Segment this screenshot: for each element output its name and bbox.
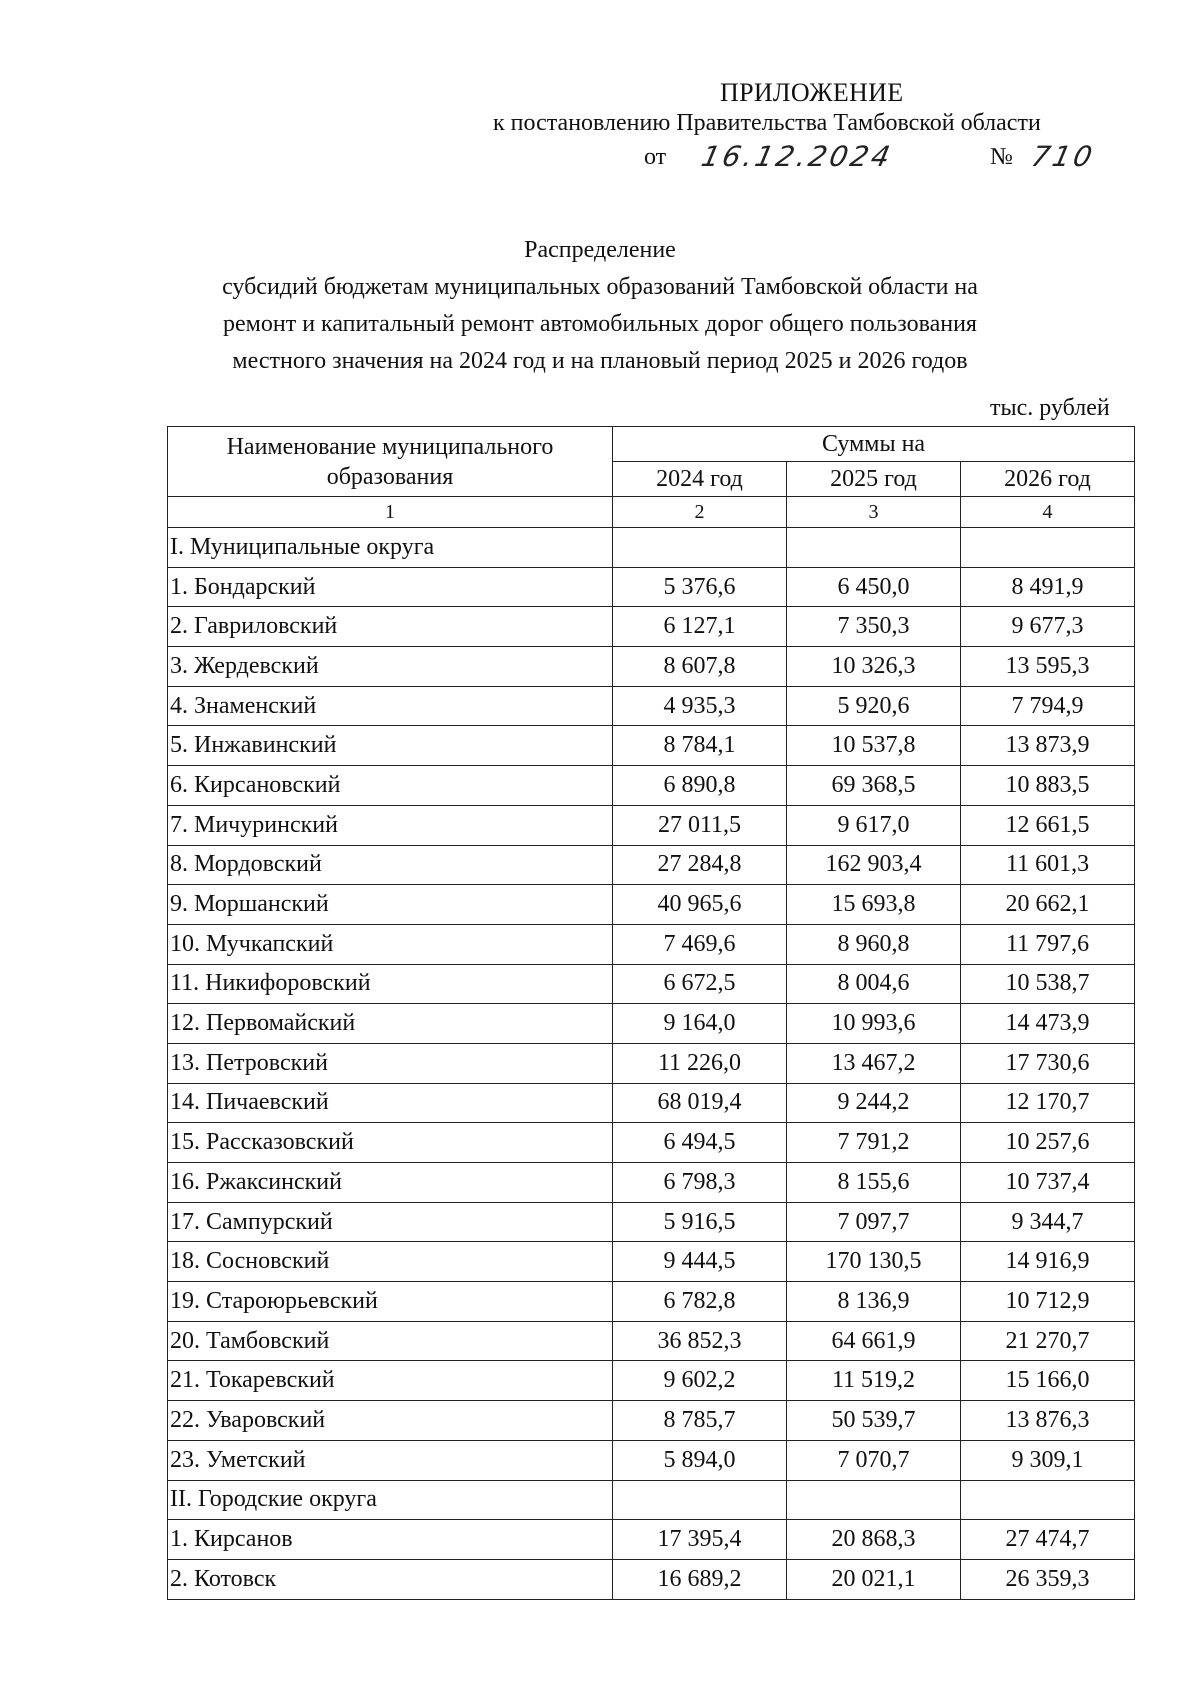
header-year-2026: 2026 год xyxy=(961,462,1135,497)
amount-2025: 7 070,7 xyxy=(787,1440,961,1480)
amount-2026: 7 794,9 xyxy=(961,686,1135,726)
table-row xyxy=(168,726,1135,766)
amount-2026: 10 883,5 xyxy=(961,766,1135,806)
table-row xyxy=(168,1282,1135,1322)
appendix-date-number xyxy=(644,140,1104,184)
amount-2024: 6 672,5 xyxy=(613,964,787,1004)
amount-2026: 10 712,9 xyxy=(961,1282,1135,1322)
section-title: I. Муниципальные округа xyxy=(168,528,613,568)
table-row xyxy=(168,1321,1135,1361)
amount-2024: 9 602,2 xyxy=(613,1361,787,1401)
amount-2024: 40 965,6 xyxy=(613,885,787,925)
amount-2024: 6 494,5 xyxy=(613,1123,787,1163)
amount-2025: 8 004,6 xyxy=(787,964,961,1004)
municipality-name: 5. Инжавинский xyxy=(168,726,613,766)
amount-2025: 7 350,3 xyxy=(787,607,961,647)
municipality-name: 22. Уваровский xyxy=(168,1401,613,1441)
empty-cell xyxy=(787,528,961,568)
amount-2025: 9 244,2 xyxy=(787,1083,961,1123)
table-row xyxy=(168,1123,1135,1163)
column-number: 2 xyxy=(613,497,787,528)
header-year-2025: 2025 год xyxy=(787,462,961,497)
empty-cell xyxy=(961,1480,1135,1520)
amount-2024: 27 011,5 xyxy=(613,805,787,845)
amount-2026: 14 473,9 xyxy=(961,1004,1135,1044)
amount-2025: 9 617,0 xyxy=(787,805,961,845)
amount-2025: 50 539,7 xyxy=(787,1401,961,1441)
column-number: 1 xyxy=(168,497,613,528)
amount-2025: 6 450,0 xyxy=(787,567,961,607)
amount-2025: 8 155,6 xyxy=(787,1163,961,1203)
amount-2026: 13 873,9 xyxy=(961,726,1135,766)
amount-2024: 27 284,8 xyxy=(613,845,787,885)
header-name xyxy=(168,427,613,497)
amount-2024: 7 469,6 xyxy=(613,924,787,964)
section-row xyxy=(168,1480,1135,1520)
amount-2026: 9 309,1 xyxy=(961,1440,1135,1480)
empty-cell xyxy=(787,1480,961,1520)
table-row xyxy=(168,1163,1135,1203)
municipality-name: 2. Гавриловский xyxy=(168,607,613,647)
amount-2024: 8 784,1 xyxy=(613,726,787,766)
units-label: тыс. рублей xyxy=(990,395,1110,421)
appendix-title: ПРИЛОЖЕНИЕ xyxy=(720,78,904,107)
empty-cell xyxy=(613,528,787,568)
amount-2025: 8 136,9 xyxy=(787,1282,961,1322)
amount-2024: 9 164,0 xyxy=(613,1004,787,1044)
table-row xyxy=(168,1083,1135,1123)
amount-2025: 13 467,2 xyxy=(787,1043,961,1083)
empty-cell xyxy=(613,1480,787,1520)
header-sums: Суммы на xyxy=(613,427,1135,462)
municipality-name: 1. Кирсанов xyxy=(168,1520,613,1560)
amount-2026: 11 601,3 xyxy=(961,845,1135,885)
municipality-name: 17. Сампурский xyxy=(168,1202,613,1242)
amount-2025: 5 920,6 xyxy=(787,686,961,726)
municipality-name: 12. Первомайский xyxy=(168,1004,613,1044)
amount-2024: 11 226,0 xyxy=(613,1043,787,1083)
table-row xyxy=(168,567,1135,607)
empty-cell xyxy=(961,528,1135,568)
amount-2026: 20 662,1 xyxy=(961,885,1135,925)
amount-2025: 7 097,7 xyxy=(787,1202,961,1242)
municipality-name: 2. Котовск xyxy=(168,1559,613,1599)
municipality-name: 23. Уметский xyxy=(168,1440,613,1480)
amount-2026: 26 359,3 xyxy=(961,1559,1135,1599)
municipality-name: 14. Пичаевский xyxy=(168,1083,613,1123)
municipality-name: 8. Мордовский xyxy=(168,845,613,885)
column-number: 4 xyxy=(961,497,1135,528)
amount-2024: 6 782,8 xyxy=(613,1282,787,1322)
municipality-name: 18. Сосновский xyxy=(168,1242,613,1282)
amount-2024: 5 894,0 xyxy=(613,1440,787,1480)
header-year-2024: 2024 год xyxy=(613,462,787,497)
section-row xyxy=(168,528,1135,568)
appendix-subtitle: к постановлению Правительства Тамбовской области xyxy=(493,110,1041,136)
date-label: от xyxy=(644,144,667,170)
amount-2025: 8 960,8 xyxy=(787,924,961,964)
section-title: II. Городские округа xyxy=(168,1480,613,1520)
amount-2024: 6 127,1 xyxy=(613,607,787,647)
amount-2025: 162 903,4 xyxy=(787,845,961,885)
table-row xyxy=(168,686,1135,726)
table-row xyxy=(168,647,1135,687)
amount-2025: 10 537,8 xyxy=(787,726,961,766)
amount-2026: 12 661,5 xyxy=(961,805,1135,845)
table-row xyxy=(168,607,1135,647)
municipality-name: 16. Ржаксинский xyxy=(168,1163,613,1203)
amount-2025: 20 868,3 xyxy=(787,1520,961,1560)
title-line-2: субсидий бюджетам муниципальных образований Тамбовской области на xyxy=(222,274,978,300)
amount-2024: 17 395,4 xyxy=(613,1520,787,1560)
municipality-name: 1. Бондарский xyxy=(168,567,613,607)
amount-2025: 11 519,2 xyxy=(787,1361,961,1401)
title-line-3: ремонт и капитальный ремонт автомобильных дорог общего пользования xyxy=(223,311,977,337)
table-row xyxy=(168,1242,1135,1282)
amount-2024: 5 916,5 xyxy=(613,1202,787,1242)
amount-2024: 9 444,5 xyxy=(613,1242,787,1282)
table-row xyxy=(168,1559,1135,1599)
amount-2026: 13 876,3 xyxy=(961,1401,1135,1441)
amount-2024: 4 935,3 xyxy=(613,686,787,726)
amount-2025: 69 368,5 xyxy=(787,766,961,806)
amount-2026: 11 797,6 xyxy=(961,924,1135,964)
amount-2026: 17 730,6 xyxy=(961,1043,1135,1083)
amount-2024: 68 019,4 xyxy=(613,1083,787,1123)
amount-2024: 5 376,6 xyxy=(613,567,787,607)
amount-2024: 6 798,3 xyxy=(613,1163,787,1203)
amount-2026: 10 538,7 xyxy=(961,964,1135,1004)
amount-2025: 10 993,6 xyxy=(787,1004,961,1044)
header-name-line-2: образования xyxy=(326,463,454,490)
amount-2024: 36 852,3 xyxy=(613,1321,787,1361)
amount-2025: 7 791,2 xyxy=(787,1123,961,1163)
amount-2026: 27 474,7 xyxy=(961,1520,1135,1560)
amount-2025: 64 661,9 xyxy=(787,1321,961,1361)
table-row xyxy=(168,805,1135,845)
title-line-1: Распределение xyxy=(524,237,676,263)
amount-2026: 21 270,7 xyxy=(961,1321,1135,1361)
amount-2026: 10 737,4 xyxy=(961,1163,1135,1203)
amount-2026: 9 677,3 xyxy=(961,607,1135,647)
municipality-name: 11. Никифоровский xyxy=(168,964,613,1004)
amount-2024: 8 607,8 xyxy=(613,647,787,687)
table-row xyxy=(168,1004,1135,1044)
municipality-name: 15. Рассказовский xyxy=(168,1123,613,1163)
municipality-name: 20. Тамбовский xyxy=(168,1321,613,1361)
table-row xyxy=(168,964,1135,1004)
amount-2025: 20 021,1 xyxy=(787,1559,961,1599)
table-row xyxy=(168,885,1135,925)
municipality-name: 19. Староюрьевский xyxy=(168,1282,613,1322)
handwritten-number: 710 xyxy=(1028,140,1098,173)
amount-2026: 10 257,6 xyxy=(961,1123,1135,1163)
header-name-line-1: Наименование муниципального xyxy=(226,433,554,460)
document-title xyxy=(150,232,1050,380)
amount-2024: 6 890,8 xyxy=(613,766,787,806)
amount-2026: 13 595,3 xyxy=(961,647,1135,687)
number-label: № xyxy=(990,144,1013,170)
amount-2026: 12 170,7 xyxy=(961,1083,1135,1123)
table-row xyxy=(168,924,1135,964)
amount-2026: 14 916,9 xyxy=(961,1242,1135,1282)
table-row xyxy=(168,1401,1135,1441)
column-number: 3 xyxy=(787,497,961,528)
municipality-name: 4. Знаменский xyxy=(168,686,613,726)
amount-2024: 16 689,2 xyxy=(613,1559,787,1599)
table-row xyxy=(168,1043,1135,1083)
subsidy-table xyxy=(167,426,1135,1600)
table-row xyxy=(168,1202,1135,1242)
handwritten-date: 16.12.2024 xyxy=(698,140,896,173)
amount-2025: 15 693,8 xyxy=(787,885,961,925)
table-row xyxy=(168,766,1135,806)
table-row xyxy=(168,1520,1135,1560)
municipality-name: 7. Мичуринский xyxy=(168,805,613,845)
municipality-name: 10. Мучкапский xyxy=(168,924,613,964)
table-row xyxy=(168,1361,1135,1401)
table-row xyxy=(168,845,1135,885)
amount-2024: 8 785,7 xyxy=(613,1401,787,1441)
municipality-name: 3. Жердевский xyxy=(168,647,613,687)
title-line-4: местного значения на 2024 год и на плановый период 2025 и 2026 годов xyxy=(232,348,968,374)
amount-2026: 15 166,0 xyxy=(961,1361,1135,1401)
table-body xyxy=(168,528,1135,1600)
municipality-name: 9. Моршанский xyxy=(168,885,613,925)
municipality-name: 6. Кирсановский xyxy=(168,766,613,806)
municipality-name: 13. Петровский xyxy=(168,1043,613,1083)
amount-2025: 10 326,3 xyxy=(787,647,961,687)
amount-2025: 170 130,5 xyxy=(787,1242,961,1282)
amount-2026: 9 344,7 xyxy=(961,1202,1135,1242)
table-row xyxy=(168,1440,1135,1480)
amount-2026: 8 491,9 xyxy=(961,567,1135,607)
municipality-name: 21. Токаревский xyxy=(168,1361,613,1401)
